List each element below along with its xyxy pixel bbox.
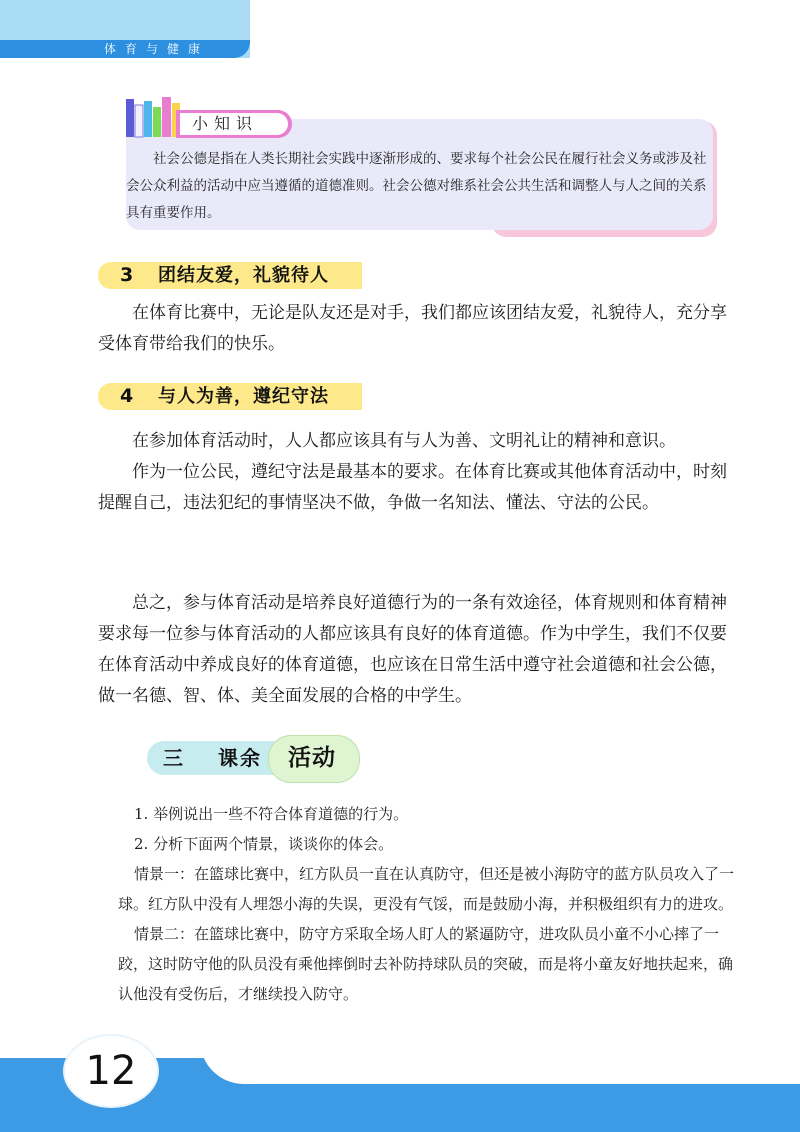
summary-paragraph (98, 588, 738, 712)
section-3-number: 3 (120, 264, 134, 286)
scene-two: 情景二：在篮球比赛中，防守方采取全场人盯人的紧逼防守，进攻队员小童不小心摔了一跤，这时防守他的队员没有乘他摔倒时去补防持球队员的突破，而是将小童友好地扶起来，确认他没有受伤后，才继续投入防守。 (118, 925, 734, 1003)
summary-text: 总之，参与体育活动是培养良好道德行为的一条有效途径，体育规则和体育精神要求每一位参与体育活动的人都应该具有良好的体育道德。作为中学生，我们不仅要在体育活动中养成良好的体育道德，也应该在日常生活中遵守社会道德和社会公德，做一名德、智、体、美全面发展的合格的中学生。 (98, 593, 727, 706)
activity-item: 2. 分析下面两个情景，谈谈你的体会。 (134, 835, 394, 853)
footer-wave (200, 1040, 800, 1084)
activity-number: 三 (163, 746, 183, 770)
scene-one: 情景一：在篮球比赛中，红方队员一直在认真防守，但还是被小海防守的蓝方队员攻入了一球。红方队中没有人埋怨小海的失误，更没有气馁，而是鼓励小海，并积极组织有力的进攻。 (118, 865, 735, 913)
section-4-title: 与人为善，遵纪守法 (158, 386, 329, 407)
activity-body (118, 799, 738, 1009)
knowledge-title: 小知识 (192, 114, 259, 133)
knowledge-text: 社会公德是指在人类长期社会实践中逐渐形成的、要求每个社会公民在履行社会义务或涉及社会公众利益的活动中应当遵循的道德准则。社会公德对维系社会公共生活和调整人与人之间的关系具有重要作用。 (126, 151, 707, 221)
book-title: 体育与健康 (104, 42, 210, 56)
activity-heading-b: 活动 (288, 745, 336, 771)
section-4-number: 4 (120, 385, 134, 407)
activity-heading-a: 课余 (218, 746, 262, 770)
page-number: 12 (85, 1048, 137, 1094)
paragraph: 在参加体育活动时，人人都应该具有与人为善、文明礼让的精神和意识。 (132, 431, 676, 451)
section-3-title: 团结友爱，礼貌待人 (158, 265, 329, 286)
section-4-body (98, 426, 738, 519)
paragraph: 在体育比赛中，无论是队友还是对手，我们都应该团结友爱，礼貌待人，充分享受体育带给我们的快乐。 (98, 303, 727, 354)
paragraph: 作为一位公民，遵纪守法是最基本的要求。在体育比赛或其他体育活动中，时刻提醒自己，违法犯纪的事情坚决不做，争做一名知法、懂法、守法的公民。 (98, 462, 727, 513)
books-icon (124, 95, 182, 139)
activity-item: 1. 举例说出一些不符合体育道德的行为。 (134, 805, 409, 823)
section-3-body (98, 298, 738, 360)
